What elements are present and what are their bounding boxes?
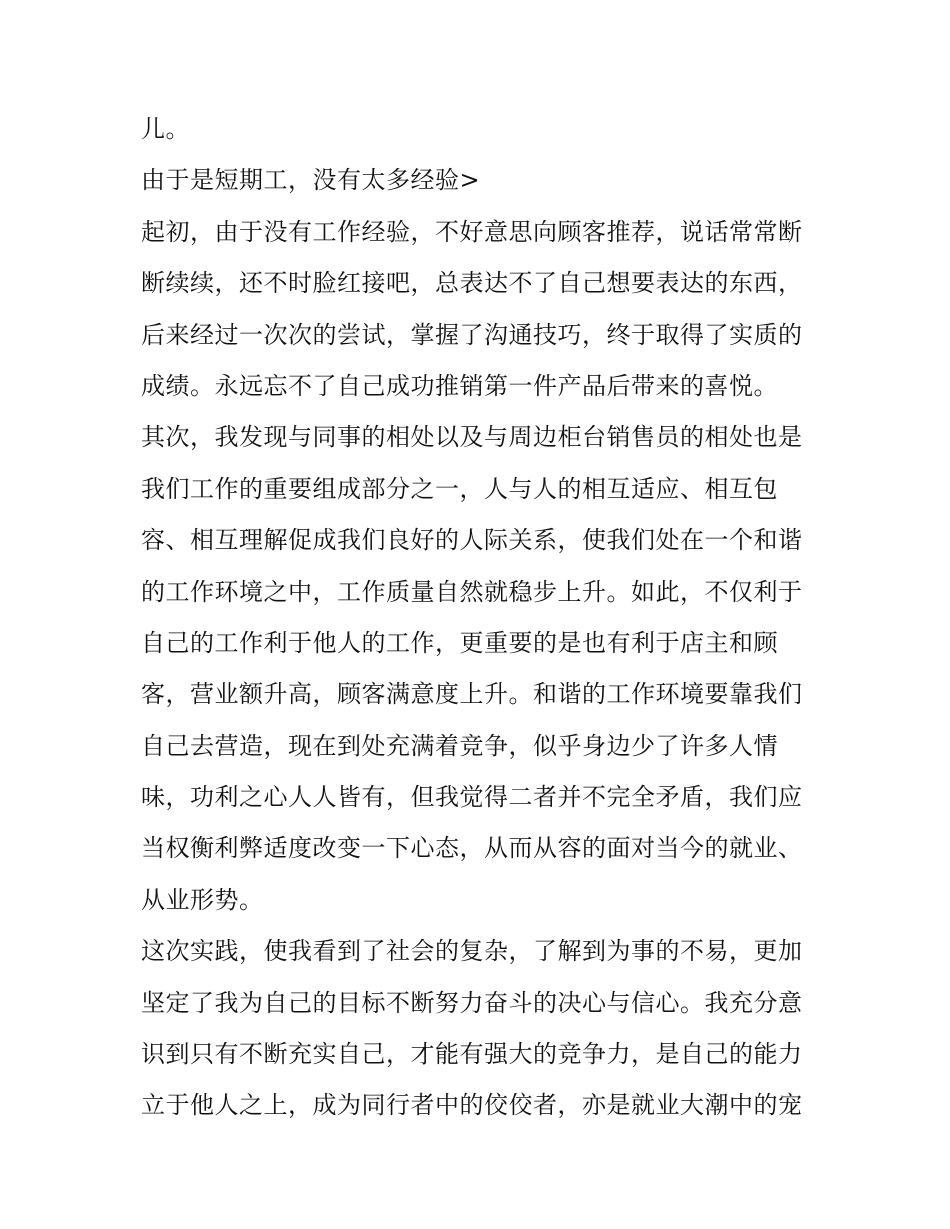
text-line: 成绩。永远忘不了自己成功推销第一件产品后带来的喜悦。 [141,371,778,400]
text-line: 起初，由于没有工作经验，不好意思向顾客推荐，说话常常断 [141,217,803,246]
body-text [141,104,831,1132]
text-line: 从业形势。 [141,885,264,914]
text-line: 我们工作的重要组成部分之一，人与人的相互适应、相互包 [141,474,778,503]
text-line: 识到只有不断充实自己，才能有强大的竞争力，是自己的能力 [141,1040,803,1069]
text-line: 后来经过一次次的尝试，掌握了沟通技巧，终于取得了实质的 [141,320,803,349]
text-line: 自己的工作利于他人的工作，更重要的是也有利于店主和顾 [141,628,778,657]
text-line: 由于是短期工，没有太多经验> [141,166,481,195]
text-line: 坚定了我为自己的目标不断努力奋斗的决心与信心。我充分意 [141,988,803,1017]
text-line: 味，功利之心人人皆有，但我觉得二者并不完全矛盾，我们应 [141,783,803,812]
text-line: 容、相互理解促成我们良好的人际关系，使我们处在一个和谐 [141,526,803,555]
text-line: 断续续，还不时脸红接吧，总表达不了自己想要表达的东西， [141,269,803,298]
text-line: 的工作环境之中，工作质量自然就稳步上升。如此，不仅利于 [141,577,803,606]
text-line: 自己去营造，现在到处充满着竞争，似乎身边少了许多人情 [141,731,778,760]
text-line: 这次实践，使我看到了社会的复杂，了解到为事的不易，更加 [141,937,803,966]
text-line: 儿。 [141,115,190,143]
text-line: 当权衡利弊适度改变一下心态，从而从容的面对当今的就业、 [141,834,803,863]
text-line: 客，营业额升高，顾客满意度上升。和谐的工作环境要靠我们 [141,680,803,709]
text-line: 其次，我发现与同事的相处以及与周边柜台销售员的相处也是 [141,423,803,452]
text-line: 立于他人之上，成为同行者中的佼佼者，亦是就业大潮中的宠 [141,1091,803,1120]
